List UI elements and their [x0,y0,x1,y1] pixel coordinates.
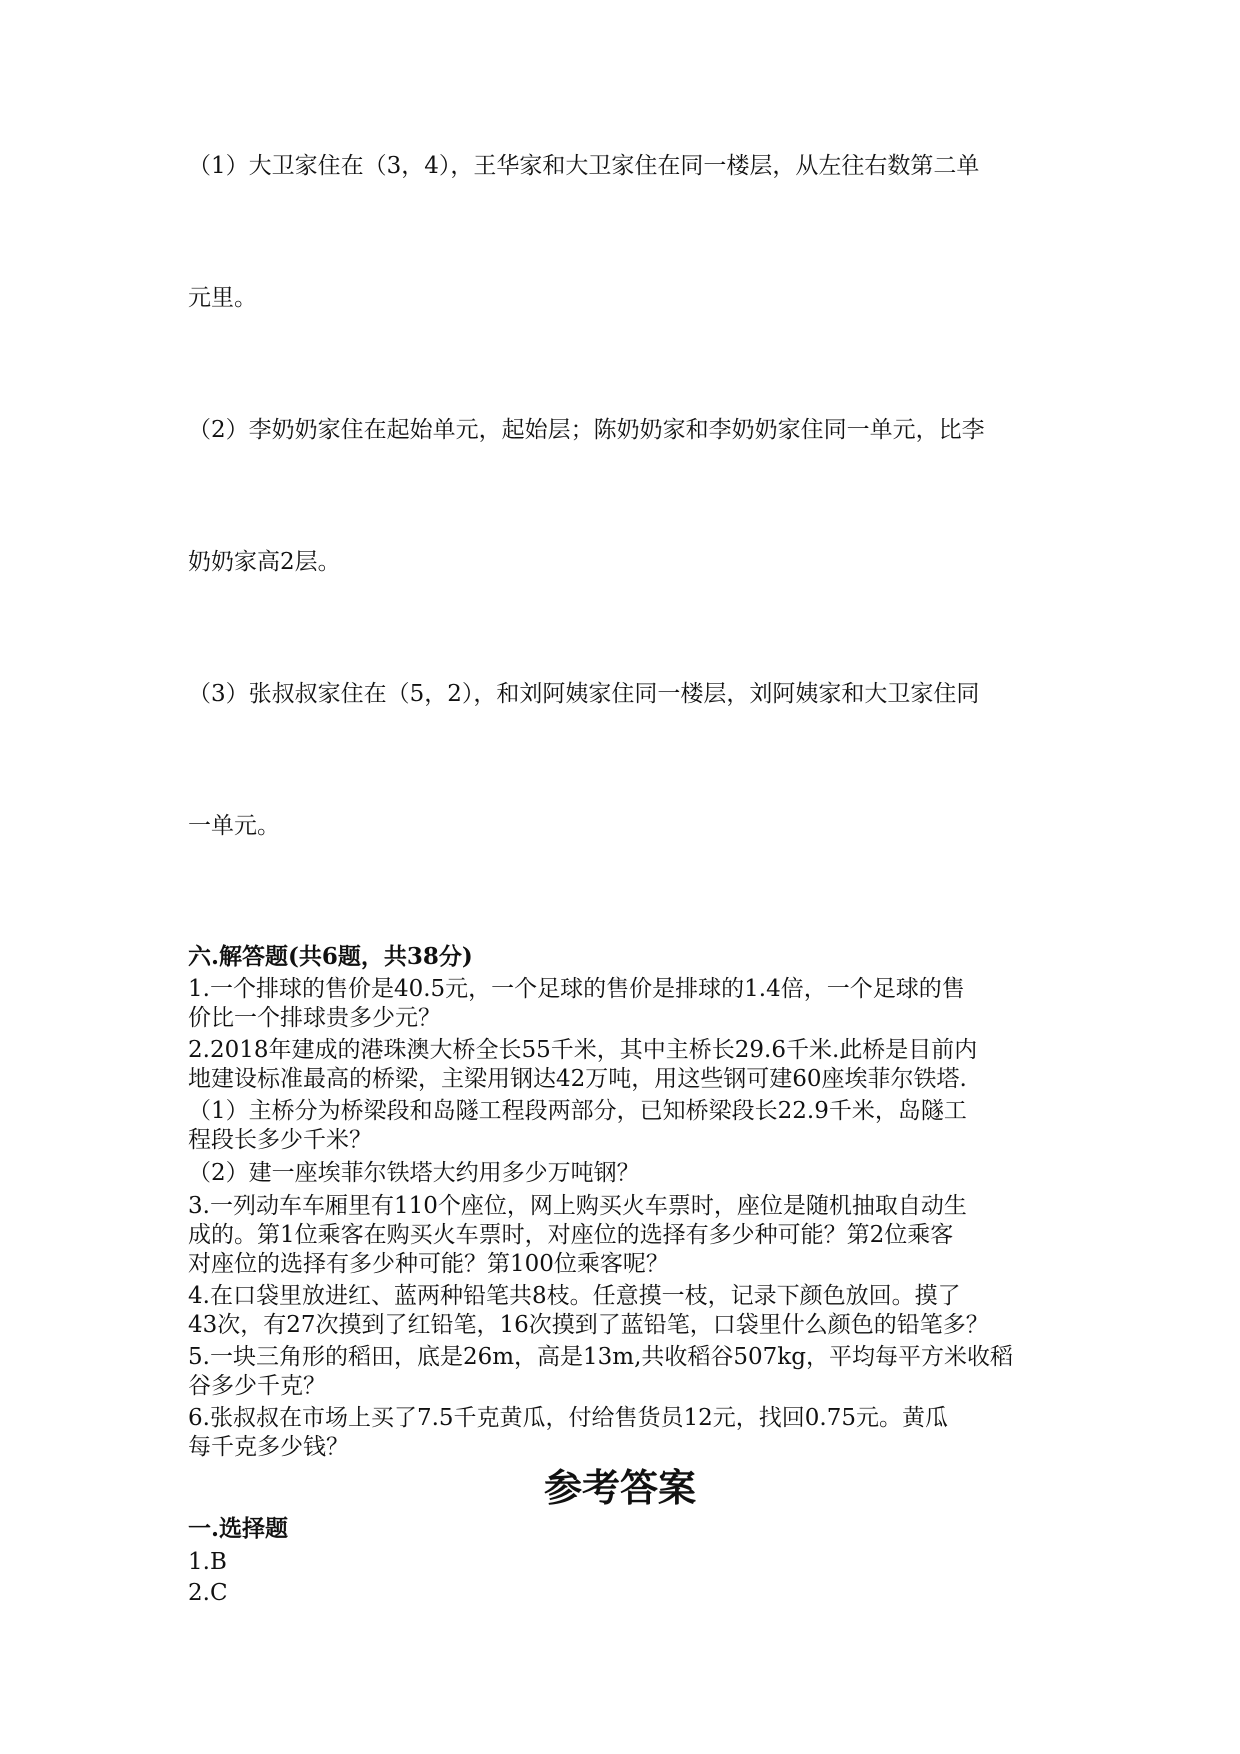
part5-q3-line1: （3）张叔叔家住在（5，2），和刘阿姨家住同一楼层，刘阿姨家和大卫家住同 [188,681,980,707]
section6-line: 43次，有27次摸到了红铅笔，16次摸到了蓝铅笔，口袋里什么颜色的铅笔多？ [188,1312,989,1338]
answer-item: 1.B [188,1549,227,1575]
part5-q1-line1: （1）大卫家住在（3，4），王华家和大卫家住在同一楼层，从左往右数第二单 [188,153,980,179]
section6-line: 6.张叔叔在市场上买了7.5千克黄瓜，付给售货员12元，找回0.75元。黄瓜 [188,1405,948,1431]
part5-q2-line1: （2）李奶奶家住在起始单元，起始层；陈奶奶家和李奶奶家住同一单元，比李 [188,417,985,443]
section6-line: 2.2018年建成的港珠澳大桥全长55千米，其中主桥长29.6千米.此桥是目前内 [188,1037,978,1063]
part5-q2-line2: 奶奶家高2层。 [188,549,341,575]
section6-line: 成的。第1位乘客在购买火车票时，对座位的选择有多少种可能？第2位乘客 [188,1222,954,1248]
section6-line: 对座位的选择有多少种可能？第100位乘客呢？ [188,1251,669,1277]
section6-line: 地建设标准最高的桥梁，主梁用钢达42万吨，用这些钢可建60座埃菲尔铁塔. [188,1066,967,1092]
section6-line: 3.一列动车车厢里有110个座位，网上购买火车票时，座位是随机抽取自动生 [188,1193,967,1219]
section6-line: 1.一个排球的售价是40.5元，一个足球的售价是排球的1.4倍，一个足球的售 [188,976,965,1002]
section6-line: 4.在口袋里放进红、蓝两种铅笔共8枝。任意摸一枝，记录下颜色放回。摸了 [188,1283,961,1309]
section6-line: 5.一块三角形的稻田，底是26m，高是13m,共收稻谷507kg，平均每平方米收稻 [188,1344,1013,1370]
section6-line: （1）主桥分为桥梁段和岛隧工程段两部分，已知桥梁段长22.9千米，岛隧工 [188,1098,967,1124]
section6-line: 每千克多少钱？ [188,1434,349,1460]
section6-line: 谷多少千克？ [188,1373,326,1399]
part5-q3-line2: 一单元。 [188,813,280,839]
part5-q1-line2: 元里。 [188,285,257,311]
answers-section1-heading: 一.选择题 [188,1515,289,1542]
section6-line: 价比一个排球贵多少元？ [188,1005,441,1031]
answer-item: 2.C [188,1580,228,1606]
section6-line: （2）建一座埃菲尔铁塔大约用多少万吨钢？ [188,1160,640,1186]
section6-heading: 六.解答题(共6题，共38分) [188,943,473,970]
section6-line: 程段长多少千米？ [188,1127,372,1153]
answers-title: 参考答案 [543,1465,696,1510]
